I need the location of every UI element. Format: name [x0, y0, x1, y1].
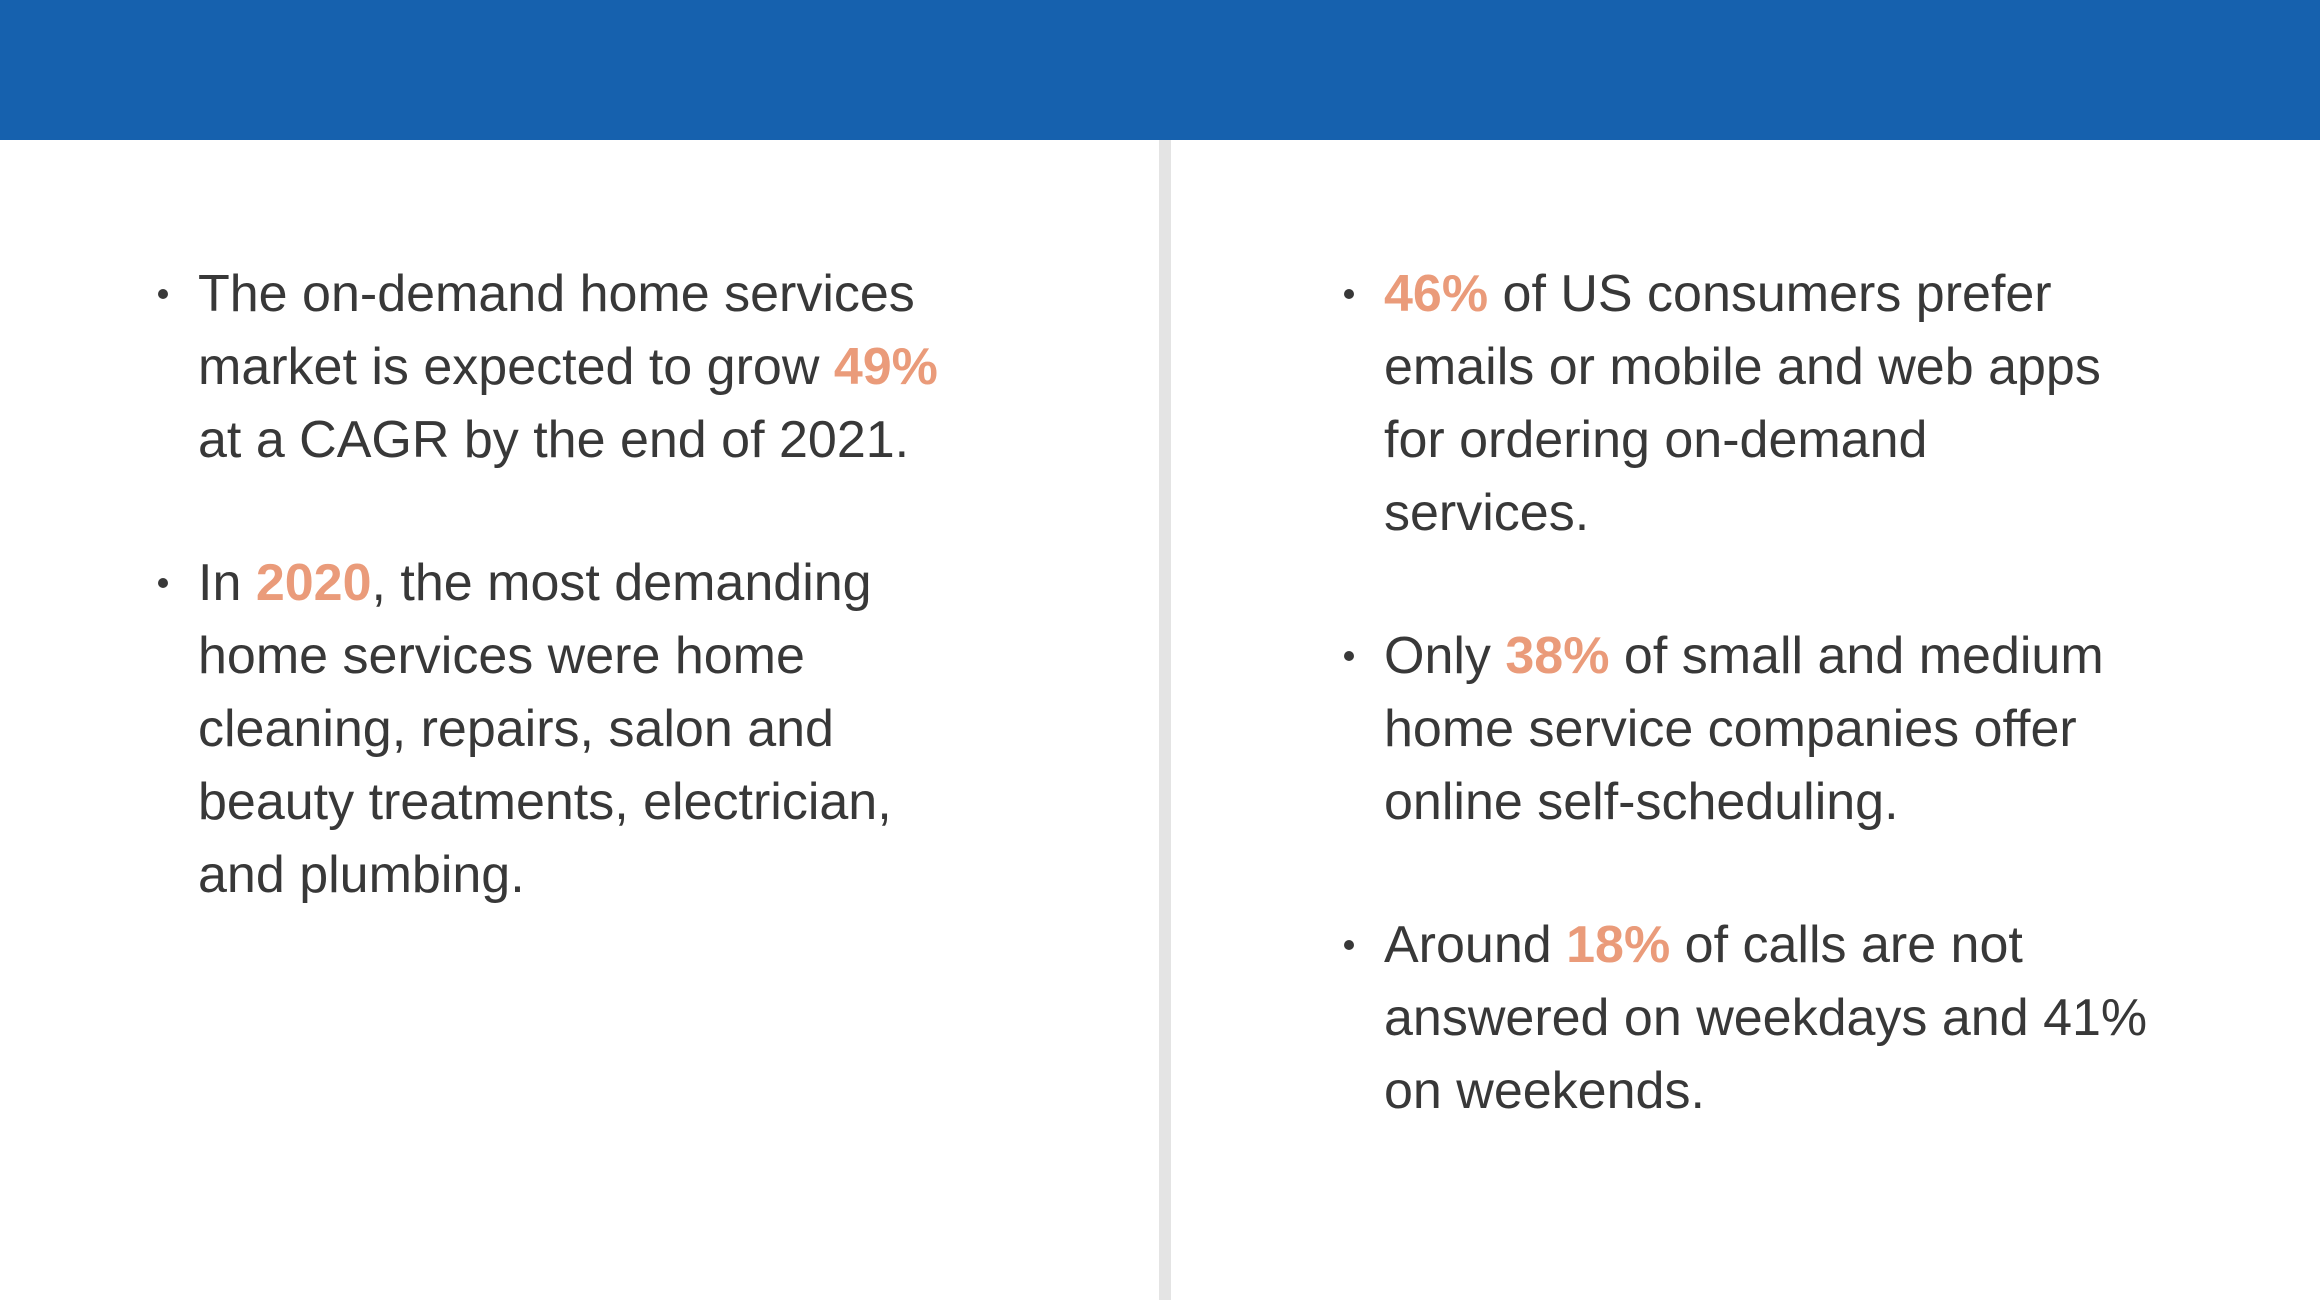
bullet-text: [198, 547, 892, 912]
text-segment: emails or mobile and web apps: [1384, 338, 2101, 396]
text-segment: of small and medium: [1609, 627, 2104, 685]
text-segment: home services were home: [198, 627, 805, 685]
text-segment: beauty treatments, electrician,: [198, 773, 892, 831]
bullet-line: [1384, 258, 2101, 331]
bullet-line: [1384, 982, 2147, 1055]
bullet-line: [198, 620, 892, 693]
bullet-text: [1384, 258, 2101, 550]
text-segment: Around: [1384, 916, 1567, 974]
bullet-text: [198, 258, 938, 477]
text-segment: services.: [1384, 484, 1590, 542]
bullet-line: [1384, 766, 2104, 839]
bullet-text: [1384, 909, 2147, 1128]
bullet-line: [1384, 1055, 2147, 1128]
bullet-item: [1344, 258, 2147, 550]
text-segment: answered on weekdays and 41%: [1384, 989, 2148, 1047]
text-segment: , the most demanding: [371, 554, 872, 612]
bullet-item: [1344, 909, 2147, 1128]
bullet-line: [1384, 477, 2101, 550]
text-segment: at a CAGR by the end of 2021.: [198, 411, 910, 469]
highlight-stat: 49%: [833, 338, 938, 396]
text-segment: The on-demand home services: [198, 265, 915, 323]
bullet-line: [1384, 909, 2147, 982]
bullet-dot-icon: [158, 578, 168, 588]
bullet-line: [1384, 331, 2101, 404]
text-segment: online self-scheduling.: [1384, 773, 1899, 831]
highlight-stat: 18%: [1566, 916, 1671, 974]
bullet-dot-icon: [158, 289, 168, 299]
text-segment: cleaning, repairs, salon and: [198, 700, 834, 758]
highlight-stat: 38%: [1505, 627, 1610, 685]
bullet-line: [198, 404, 938, 477]
text-segment: for ordering on-demand: [1384, 411, 1928, 469]
bullet-line: [198, 331, 938, 404]
bullet-line: [198, 693, 892, 766]
bullet-dot-icon: [1344, 940, 1354, 950]
text-segment: home service companies offer: [1384, 700, 2077, 758]
bullet-item: [158, 547, 938, 912]
bullet-item: [1344, 620, 2147, 839]
bullet-line: [1384, 404, 2101, 477]
bullet-dot-icon: [1344, 651, 1354, 661]
text-segment: In: [198, 554, 256, 612]
bullet-text: [1384, 620, 2104, 839]
header-bar: [0, 0, 2320, 140]
bullet-dot-icon: [1344, 289, 1354, 299]
text-segment: market is expected to grow: [198, 338, 834, 396]
highlight-stat: 2020: [255, 554, 372, 612]
bullet-line: [1384, 693, 2104, 766]
column-divider: [1159, 140, 1171, 1300]
text-segment: on weekends.: [1384, 1062, 1705, 1120]
text-segment: Only: [1384, 627, 1506, 685]
text-segment: and plumbing.: [198, 846, 525, 904]
text-segment: of US consumers prefer: [1488, 265, 2052, 323]
bullet-line: [198, 547, 892, 620]
bullet-line: [198, 839, 892, 912]
text-segment: of calls are not: [1670, 916, 2023, 974]
left-column: [158, 258, 938, 982]
right-column: [1344, 258, 2147, 1198]
bullet-line: [198, 766, 892, 839]
bullet-item: [158, 258, 938, 477]
bullet-line: [198, 258, 938, 331]
highlight-stat: 46%: [1384, 265, 1489, 323]
bullet-line: [1384, 620, 2104, 693]
